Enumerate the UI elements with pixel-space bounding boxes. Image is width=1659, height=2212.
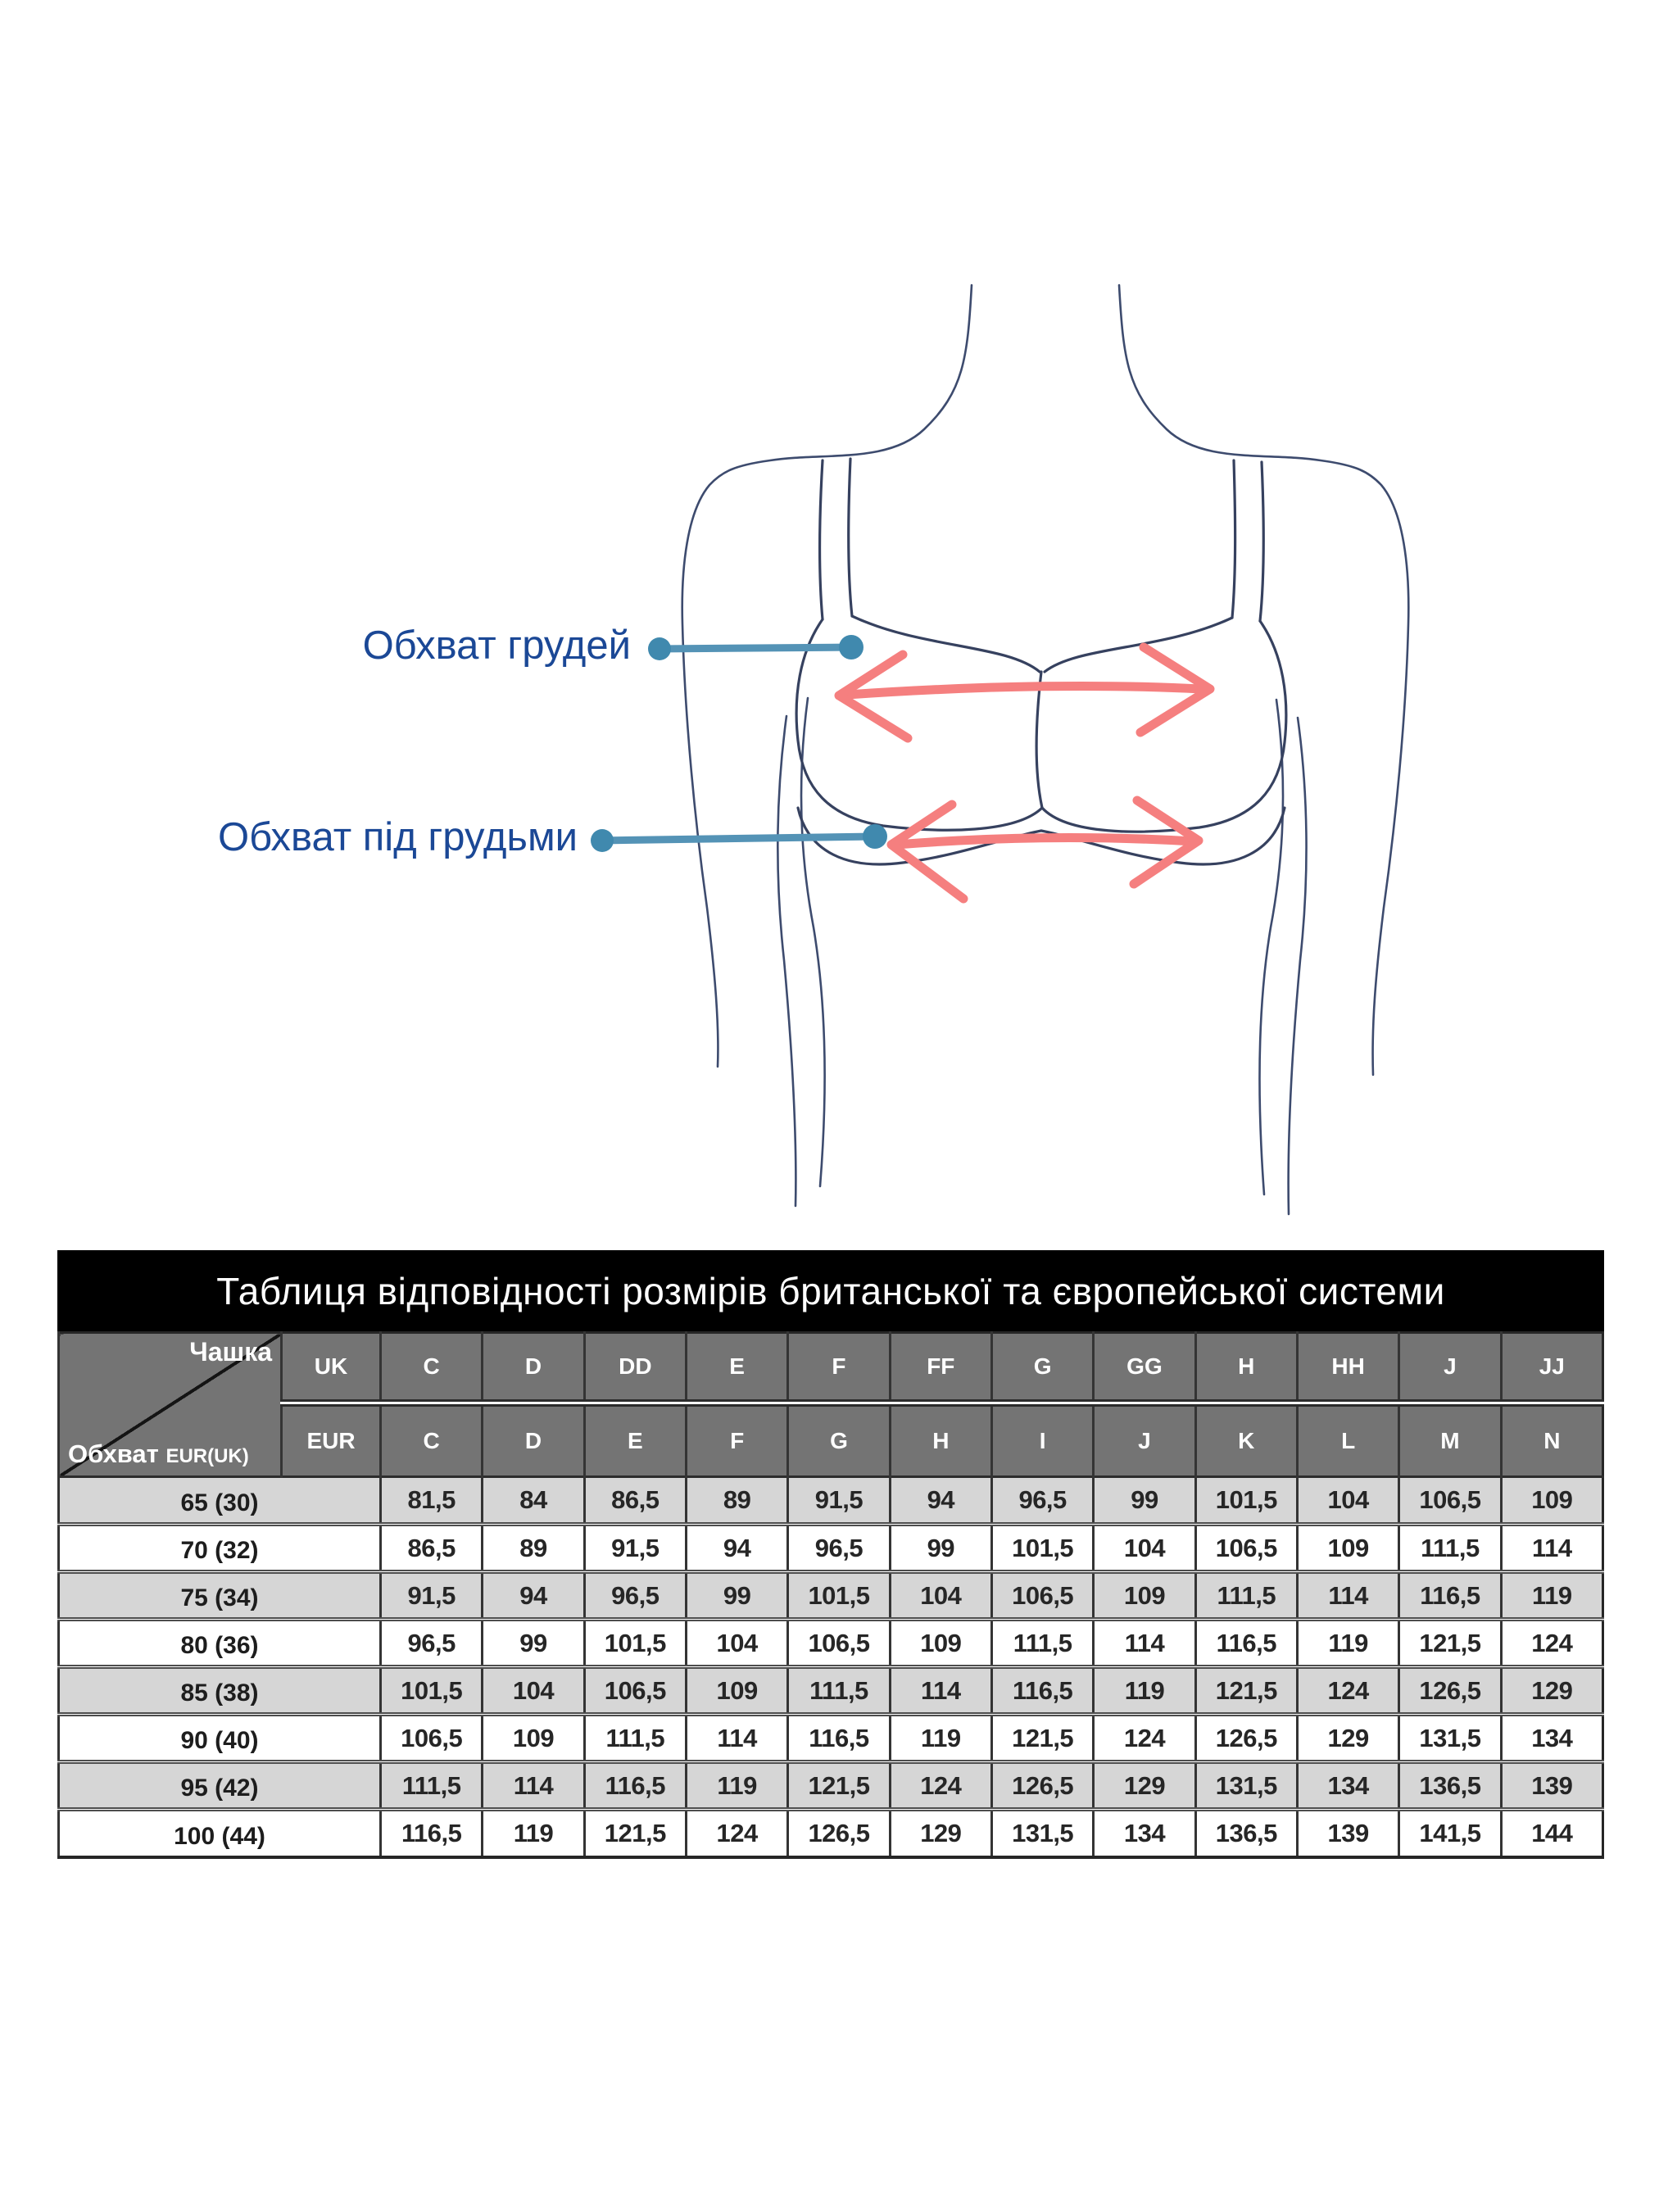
corner-girth-word: Обхват	[68, 1439, 159, 1468]
bust-size-cell: 104	[483, 1667, 584, 1715]
bust-size-cell: 101,5	[1195, 1477, 1297, 1525]
bust-size-cell: 121,5	[584, 1810, 686, 1857]
bust-size-cell: 119	[1501, 1572, 1602, 1620]
uk-cup-header: E	[686, 1333, 787, 1403]
uk-cup-header: H	[1195, 1333, 1297, 1403]
right-inner-arm-line	[1289, 718, 1307, 1214]
underbust-label: Обхват під грудьми	[217, 815, 578, 859]
bust-size-cell: 121,5	[1195, 1667, 1297, 1715]
bust-size-cell: 131,5	[991, 1810, 1093, 1857]
left-neck-shoulder-arm-line	[682, 285, 972, 1067]
bust-size-cell: 96,5	[788, 1525, 890, 1572]
eur-cup-header: E	[584, 1403, 686, 1477]
size-table-row	[59, 1762, 1603, 1810]
bust-size-cell: 129	[1501, 1667, 1602, 1715]
bust-size-cell: 106,5	[381, 1715, 483, 1762]
bust-size-cell: 131,5	[1195, 1762, 1297, 1810]
bust-size-cell: 106,5	[584, 1667, 686, 1715]
uk-cup-header: FF	[890, 1333, 991, 1403]
bust-size-cell: 111,5	[788, 1667, 890, 1715]
bust-size-cell: 89	[483, 1525, 584, 1572]
corner-girth-suffix: EUR(UK)	[165, 1445, 249, 1467]
eur-system-label: EUR	[282, 1403, 381, 1477]
right-strap-outer-line	[1260, 462, 1263, 621]
underbust-pointer-start-dot	[591, 829, 614, 852]
uk-system-label: UK	[282, 1333, 381, 1403]
bust-size-cell: 106,5	[991, 1572, 1093, 1620]
bust-size-cell: 136,5	[1399, 1762, 1501, 1810]
bust-size-cell: 91,5	[584, 1525, 686, 1572]
uk-cup-header: F	[788, 1333, 890, 1403]
bust-size-cell: 119	[483, 1810, 584, 1857]
uk-cup-header: C	[381, 1333, 483, 1403]
bust-size-cell: 134	[1501, 1715, 1602, 1762]
right-cup-outline	[1042, 621, 1286, 832]
bust-size-cell: 131,5	[1399, 1715, 1501, 1762]
left-strap-inner-line	[849, 459, 852, 616]
eur-cup-header: L	[1297, 1403, 1398, 1477]
bust-size-cell: 89	[686, 1477, 787, 1525]
bust-size-cell: 114	[890, 1667, 991, 1715]
underbust-arrow-left-head	[891, 805, 963, 899]
bust-size-cell: 116,5	[788, 1715, 890, 1762]
left-strap-outer-line	[820, 460, 823, 619]
bust-pointer	[648, 635, 863, 660]
bust-size-cell: 101,5	[584, 1620, 686, 1667]
size-table-row	[59, 1667, 1603, 1715]
bust-size-cell: 111,5	[1195, 1572, 1297, 1620]
underbust-pointer	[591, 824, 887, 852]
bust-size-cell: 126,5	[788, 1810, 890, 1857]
uk-cup-header: D	[483, 1333, 584, 1403]
bust-size-cell: 121,5	[991, 1715, 1093, 1762]
bust-size-cell: 119	[686, 1762, 787, 1810]
bust-size-cell: 126,5	[1195, 1715, 1297, 1762]
bust-size-cell: 124	[890, 1762, 991, 1810]
bust-size-cell: 81,5	[381, 1477, 483, 1525]
size-table-row	[59, 1715, 1603, 1762]
bust-size-cell: 129	[1094, 1762, 1195, 1810]
bust-size-cell: 109	[1094, 1572, 1195, 1620]
bust-size-cell: 114	[483, 1762, 584, 1810]
bust-size-cell: 96,5	[584, 1572, 686, 1620]
bust-size-cell: 121,5	[788, 1762, 890, 1810]
bust-size-cell: 116,5	[584, 1762, 686, 1810]
eur-cup-header: H	[890, 1403, 991, 1477]
bust-size-cell: 99	[890, 1525, 991, 1572]
size-table-section	[57, 1250, 1604, 1859]
bust-size-cell: 109	[1297, 1525, 1398, 1572]
bust-size-cell: 104	[890, 1572, 991, 1620]
underbust-pointer-line	[600, 836, 877, 841]
table-title: Таблиця відповідності розмірів британської та європейської системи	[57, 1250, 1604, 1331]
uk-cup-header: G	[991, 1333, 1093, 1403]
eur-cup-header: K	[1195, 1403, 1297, 1477]
size-table-row	[59, 1620, 1603, 1667]
eur-cup-header: C	[381, 1403, 483, 1477]
left-inner-arm-line	[777, 716, 796, 1206]
bust-size-cell: 114	[1094, 1620, 1195, 1667]
underbust-arrow-shaft	[896, 837, 1193, 845]
bust-size-cell: 99	[686, 1572, 787, 1620]
size-table-row	[59, 1572, 1603, 1620]
band-size-label: 80 (36)	[59, 1620, 381, 1667]
bust-size-cell: 96,5	[381, 1620, 483, 1667]
bust-size-cell: 141,5	[1399, 1810, 1501, 1857]
bra-outline	[796, 459, 1286, 864]
bust-size-cell: 94	[483, 1572, 584, 1620]
bust-size-cell: 96,5	[991, 1477, 1093, 1525]
bust-size-cell: 124	[1501, 1620, 1602, 1667]
bust-size-cell: 116,5	[991, 1667, 1093, 1715]
bust-size-cell: 129	[890, 1810, 991, 1857]
bust-size-cell: 109	[686, 1667, 787, 1715]
bust-size-cell: 94	[686, 1525, 787, 1572]
underbust-pointer-end-dot	[863, 824, 887, 849]
bust-size-cell: 134	[1094, 1810, 1195, 1857]
band-size-label: 85 (38)	[59, 1667, 381, 1715]
corner-cup-label: Чашка	[189, 1337, 272, 1367]
bust-size-cell: 126,5	[991, 1762, 1093, 1810]
bust-size-cell: 139	[1297, 1810, 1398, 1857]
size-table-row	[59, 1477, 1603, 1525]
uk-cup-header: J	[1399, 1333, 1501, 1403]
bust-size-cell: 126,5	[1399, 1667, 1501, 1715]
bust-size-cell: 109	[483, 1715, 584, 1762]
bust-label: Обхват грудей	[362, 623, 631, 668]
bust-size-cell: 124	[686, 1810, 787, 1857]
band-size-label: 95 (42)	[59, 1762, 381, 1810]
bust-size-cell: 101,5	[991, 1525, 1093, 1572]
bust-size-cell: 114	[686, 1715, 787, 1762]
uk-cup-header: DD	[584, 1333, 686, 1403]
bust-size-cell: 116,5	[1195, 1620, 1297, 1667]
eur-cup-header: M	[1399, 1403, 1501, 1477]
bust-size-cell: 106,5	[788, 1620, 890, 1667]
bust-size-cell: 124	[1094, 1715, 1195, 1762]
eur-cup-row	[59, 1403, 1603, 1477]
bust-size-cell: 119	[890, 1715, 991, 1762]
bust-size-cell: 111,5	[991, 1620, 1093, 1667]
eur-cup-header: J	[1094, 1403, 1195, 1477]
underbust-measure-arrow	[891, 800, 1199, 899]
bust-size-cell: 121,5	[1399, 1620, 1501, 1667]
left-cup-neckline	[852, 616, 1040, 672]
bust-arrow-shaft	[847, 686, 1201, 695]
band-size-label: 100 (44)	[59, 1810, 381, 1857]
band-size-label: 75 (34)	[59, 1572, 381, 1620]
bust-size-cell: 114	[1297, 1572, 1398, 1620]
bust-size-cell: 99	[1094, 1477, 1195, 1525]
bust-size-cell: 129	[1297, 1715, 1398, 1762]
bust-size-cell: 109	[1501, 1477, 1602, 1525]
size-table-row	[59, 1810, 1603, 1857]
bust-pointer-start-dot	[648, 637, 671, 660]
bust-size-cell: 86,5	[381, 1525, 483, 1572]
bust-size-cell: 139	[1501, 1762, 1602, 1810]
uk-cup-header: JJ	[1501, 1333, 1602, 1403]
right-neck-shoulder-arm-line	[1119, 285, 1408, 1075]
center-gore-seam	[1036, 672, 1042, 808]
size-table	[57, 1331, 1604, 1859]
band-size-label: 70 (32)	[59, 1525, 381, 1572]
bust-size-cell: 144	[1501, 1810, 1602, 1857]
eur-cup-header: G	[788, 1403, 890, 1477]
bust-size-cell: 111,5	[584, 1715, 686, 1762]
bust-size-cell: 104	[686, 1620, 787, 1667]
bust-size-cell: 86,5	[584, 1477, 686, 1525]
band-size-label: 90 (40)	[59, 1715, 381, 1762]
corner-girth-label	[68, 1439, 249, 1469]
bust-size-cell: 124	[1297, 1667, 1398, 1715]
bust-size-cell: 114	[1501, 1525, 1602, 1572]
size-table-row	[59, 1525, 1603, 1572]
bust-size-cell: 116,5	[1399, 1572, 1501, 1620]
right-torso-line	[1259, 700, 1283, 1194]
uk-cup-header: HH	[1297, 1333, 1398, 1403]
bust-size-cell: 94	[890, 1477, 991, 1525]
figure-outline	[682, 285, 1409, 1214]
bust-size-cell: 91,5	[381, 1572, 483, 1620]
bust-size-cell: 84	[483, 1477, 584, 1525]
eur-cup-header: F	[686, 1403, 787, 1477]
bust-pointer-end-dot	[839, 635, 863, 660]
right-strap-inner-line	[1232, 460, 1235, 618]
bust-size-cell: 106,5	[1399, 1477, 1501, 1525]
bust-measure-arrow	[839, 647, 1210, 738]
bust-size-cell: 106,5	[1195, 1525, 1297, 1572]
bust-size-cell: 101,5	[381, 1667, 483, 1715]
bust-size-cell: 111,5	[381, 1762, 483, 1810]
bust-size-cell: 119	[1094, 1667, 1195, 1715]
bust-size-cell: 109	[890, 1620, 991, 1667]
bust-size-cell: 104	[1094, 1525, 1195, 1572]
bust-size-cell: 99	[483, 1620, 584, 1667]
bust-size-cell: 91,5	[788, 1477, 890, 1525]
corner-cell	[59, 1333, 282, 1477]
uk-cup-row	[59, 1333, 1603, 1403]
eur-cup-header: N	[1501, 1403, 1602, 1477]
bust-size-cell: 134	[1297, 1762, 1398, 1810]
eur-cup-header: I	[991, 1403, 1093, 1477]
bust-size-cell: 111,5	[1399, 1525, 1501, 1572]
band-size-label: 65 (30)	[59, 1477, 381, 1525]
bust-size-cell: 119	[1297, 1620, 1398, 1667]
eur-cup-header: D	[483, 1403, 584, 1477]
bust-size-cell: 116,5	[381, 1810, 483, 1857]
bust-size-cell: 104	[1297, 1477, 1398, 1525]
bust-size-cell: 136,5	[1195, 1810, 1297, 1857]
bust-pointer-line	[657, 647, 853, 649]
uk-cup-header: GG	[1094, 1333, 1195, 1403]
right-cup-neckline	[1045, 618, 1232, 672]
bust-size-cell: 101,5	[788, 1572, 890, 1620]
